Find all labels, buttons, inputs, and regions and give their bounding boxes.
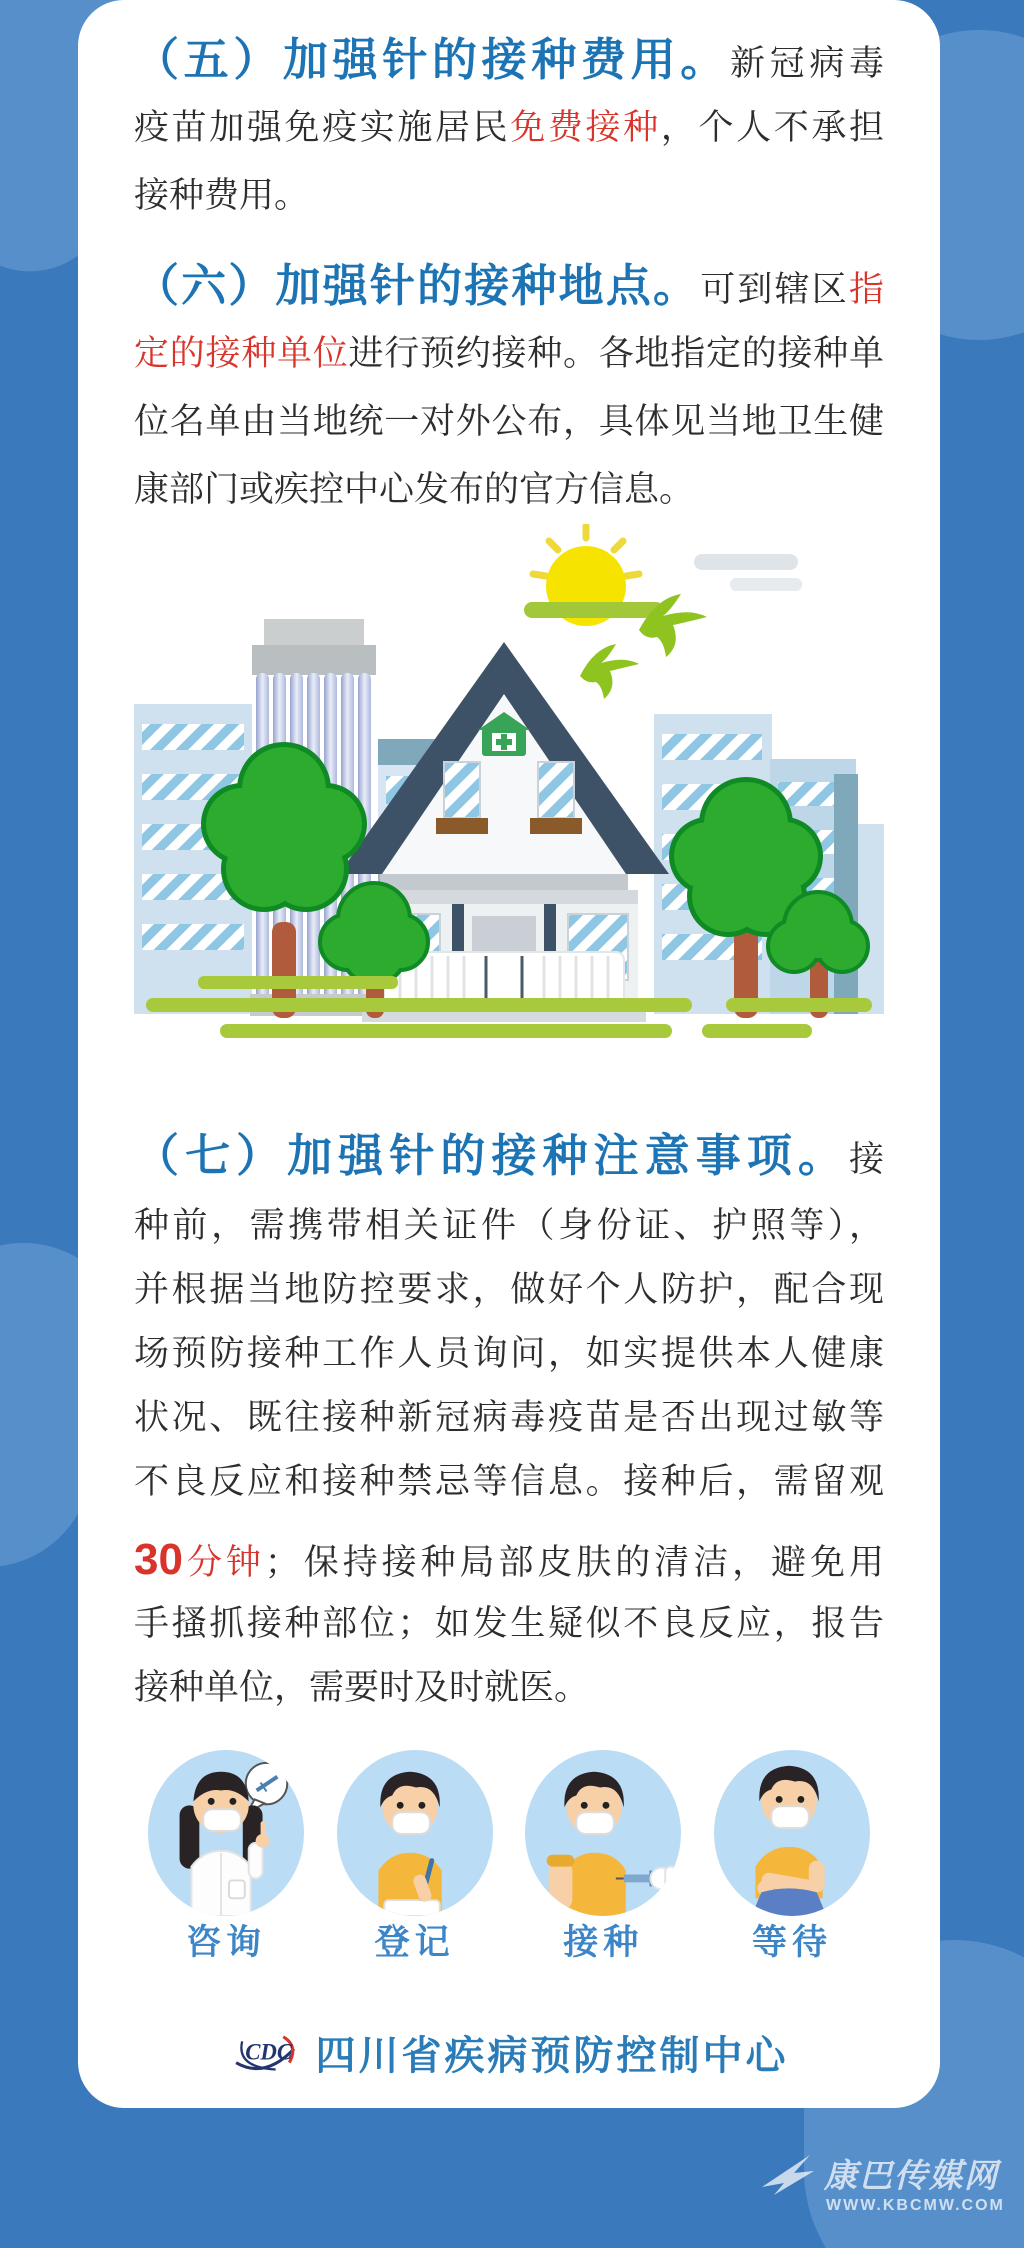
watermark-url: WWW.KBCMW.COM <box>826 2197 1005 2214</box>
register-boy-icon <box>337 1750 493 1916</box>
cloud-shape <box>524 602 664 618</box>
section-precautions <box>134 1118 884 1720</box>
text-line: 接种费用。 <box>134 176 310 215</box>
step-consult <box>148 1750 304 1964</box>
watermark <box>760 2150 1005 2215</box>
step-label: 登记 <box>374 1923 455 1962</box>
cdc-logo <box>230 2026 300 2078</box>
text-line: 场预防接种工作人员询问，如实提供本人健康 <box>134 1334 884 1373</box>
watermark-logo-icon <box>760 2151 816 2197</box>
step-consult-image <box>148 1750 304 1916</box>
text-line: 接种单位，需要时及时就医。 <box>134 1668 590 1707</box>
text-line: 疫苗加强免疫实施居民免费接种，个人不承担 <box>134 108 884 147</box>
footer <box>134 2022 884 2082</box>
step-label: 等待 <box>751 1923 832 1962</box>
cdc-logo-text: CDC <box>244 2039 292 2065</box>
step-wait <box>714 1750 870 1964</box>
text-line: 种前，需携带相关证件（身份证、护照等）， <box>134 1206 884 1245</box>
text-line: （五）加强针的接种费用。新冠病毒 <box>134 34 884 85</box>
text-line: （六）加强针的接种地点。可到辖区指 <box>134 260 884 311</box>
step-wait-image <box>714 1750 870 1916</box>
cloud-shape <box>694 554 798 570</box>
text-line: （七）加强针的接种注意事项。接 <box>134 1130 884 1181</box>
vaccination-steps <box>134 1750 884 1964</box>
vaccinate-boy-icon <box>525 1750 681 1916</box>
watermark-name: 康巴传媒网 <box>824 2157 999 2194</box>
hospital-illustration <box>134 524 884 1054</box>
doctor-consult-icon <box>148 1750 304 1916</box>
section-vaccination-fees <box>134 26 884 230</box>
text-line: 手搔抓接种部位；如发生疑似不良反应，报告 <box>134 1604 884 1643</box>
step-label: 接种 <box>563 1923 644 1962</box>
hospital-illustration-svg <box>134 524 884 1054</box>
step-label: 咨询 <box>185 1923 266 1962</box>
text-line: 位名单由当地统一对外公布，具体见当地卫生健 <box>134 402 884 441</box>
text-line: 并根据当地防控要求，做好个人防护，配合现 <box>134 1270 884 1309</box>
wait-boy-icon <box>714 1750 870 1916</box>
step-register <box>337 1750 493 1964</box>
text-line: 30分钟；保持接种局部皮肤的清洁，避免用 <box>134 1535 884 1584</box>
step-vaccinate-image <box>525 1750 681 1916</box>
text-line: 不良反应和接种禁忌等信息。接种后，需留观 <box>134 1462 884 1501</box>
poster-card <box>78 0 940 2108</box>
step-register-image <box>337 1750 493 1916</box>
organization-name: 四川省疾病预防控制中心 <box>315 2033 789 2078</box>
text-line: 定的接种单位进行预约接种。各地指定的接种单 <box>134 334 884 373</box>
text-line: 康部门或疾控中心发布的官方信息。 <box>134 470 695 509</box>
step-vaccinate <box>525 1750 681 1964</box>
cloud-shape <box>730 578 802 591</box>
text-line: 状况、既往接种新冠病毒疫苗是否出现过敏等 <box>134 1398 884 1437</box>
section-vaccination-locations <box>134 252 884 524</box>
